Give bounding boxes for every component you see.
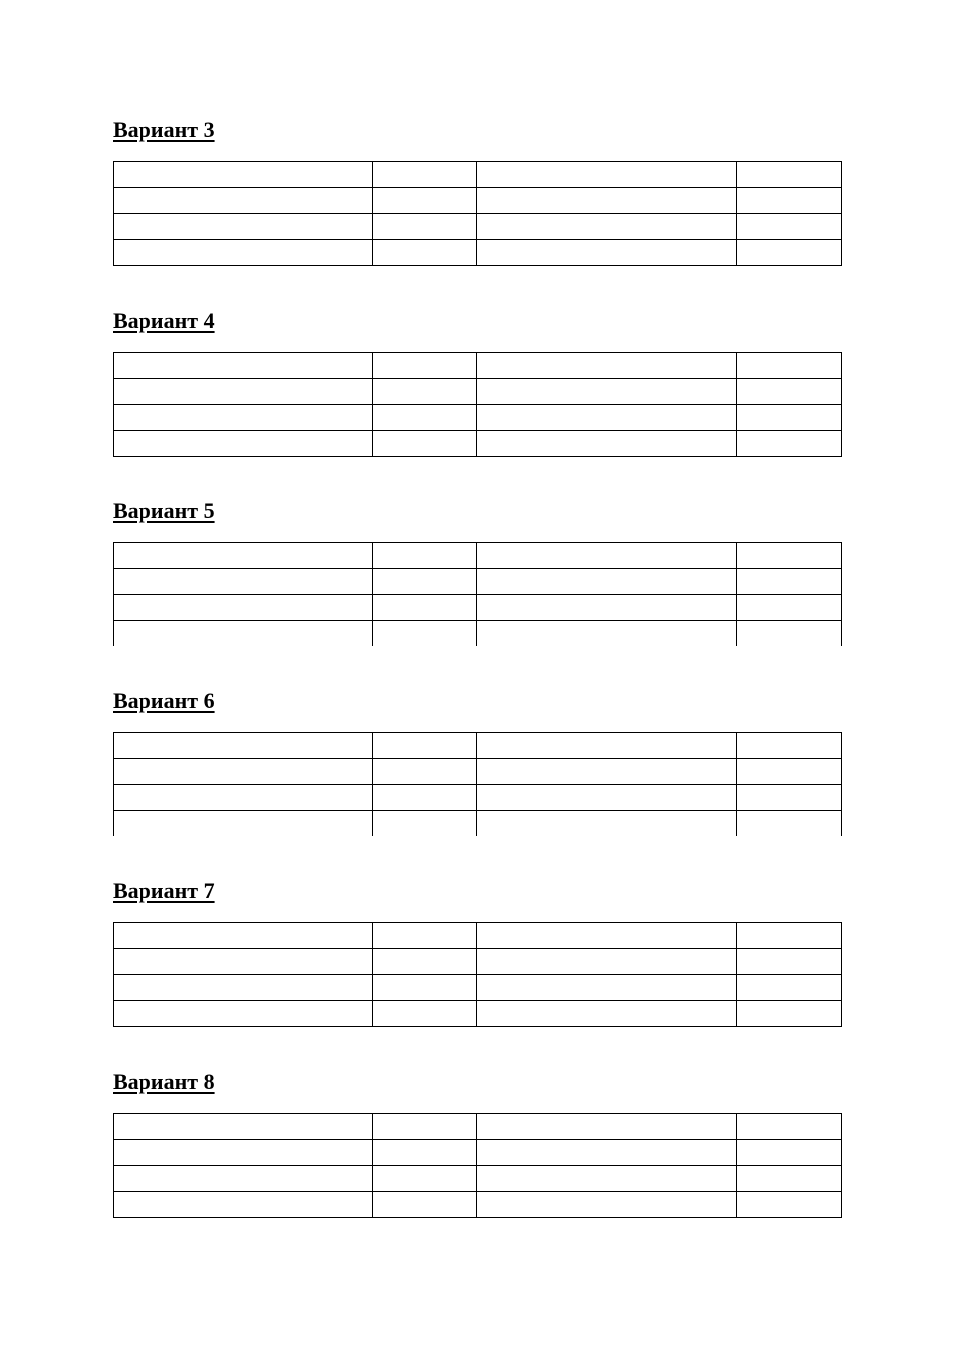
table-cell [477, 975, 737, 1001]
table-cell [737, 405, 842, 431]
table-cell [114, 733, 373, 759]
table-cell [373, 949, 477, 975]
table-cell [737, 379, 842, 405]
table-row [114, 431, 842, 457]
blank-table [113, 161, 842, 266]
table-cell [114, 595, 373, 621]
variant-heading: Вариант 8 [113, 1069, 215, 1094]
variant-heading: Вариант 6 [113, 688, 215, 713]
table-cell [477, 353, 737, 379]
table-cell [737, 785, 842, 811]
table-row [114, 923, 842, 949]
table-cell [373, 759, 477, 785]
table-cell [373, 1114, 477, 1140]
table-cell [477, 214, 737, 240]
table-cell [737, 923, 842, 949]
table-row [114, 162, 842, 188]
table-row [114, 949, 842, 975]
table-cell [737, 949, 842, 975]
table-cell [114, 353, 373, 379]
table-cell [114, 162, 373, 188]
table-cell [373, 1166, 477, 1192]
table-cell [373, 621, 477, 647]
table-row [114, 1140, 842, 1166]
table-cell [114, 240, 373, 266]
blank-table [113, 352, 842, 457]
table-row [114, 759, 842, 785]
blank-table [113, 732, 842, 836]
table-cell [114, 621, 373, 647]
table-cell [477, 923, 737, 949]
blank-table [113, 922, 842, 1027]
table-cell [477, 759, 737, 785]
table-cell [114, 431, 373, 457]
table-cell [114, 1001, 373, 1027]
table-cell [373, 379, 477, 405]
table-cell [477, 543, 737, 569]
table-cell [114, 1166, 373, 1192]
table-row [114, 811, 842, 837]
table-row [114, 379, 842, 405]
blank-table [113, 542, 842, 646]
table-cell [477, 1140, 737, 1166]
variant-heading: Вариант 7 [113, 878, 215, 903]
variant-heading: Вариант 3 [113, 117, 215, 142]
table-row [114, 353, 842, 379]
blank-table [113, 1113, 842, 1218]
table-cell [737, 1192, 842, 1218]
table-row [114, 595, 842, 621]
table-cell [373, 543, 477, 569]
table-row [114, 405, 842, 431]
table-cell [114, 923, 373, 949]
table-cell [114, 975, 373, 1001]
table-cell [114, 214, 373, 240]
table-cell [373, 214, 477, 240]
table-cell [737, 353, 842, 379]
table-cell [114, 1192, 373, 1218]
table-cell [477, 733, 737, 759]
table-cell [737, 188, 842, 214]
table-cell [114, 569, 373, 595]
table-row [114, 1001, 842, 1027]
table-cell [737, 595, 842, 621]
table-cell [477, 595, 737, 621]
table-cell [114, 785, 373, 811]
table-cell [477, 811, 737, 837]
table-cell [477, 785, 737, 811]
table-cell [477, 162, 737, 188]
table-cell [114, 543, 373, 569]
table-cell [737, 1001, 842, 1027]
table-cell [477, 188, 737, 214]
table-cell [114, 1140, 373, 1166]
variant-heading: Вариант 5 [113, 498, 215, 523]
table-cell [114, 949, 373, 975]
table-cell [114, 811, 373, 837]
table-cell [737, 733, 842, 759]
table-cell [373, 162, 477, 188]
table-cell [114, 1114, 373, 1140]
table-cell [373, 188, 477, 214]
table-row [114, 188, 842, 214]
table-row [114, 733, 842, 759]
table-cell [737, 214, 842, 240]
table-cell [373, 405, 477, 431]
table-cell [114, 188, 373, 214]
table-cell [477, 949, 737, 975]
table-row [114, 543, 842, 569]
table-row [114, 569, 842, 595]
table-cell [477, 1192, 737, 1218]
table-row [114, 621, 842, 647]
table-cell [737, 759, 842, 785]
table-cell [114, 379, 373, 405]
table-cell [373, 431, 477, 457]
table-cell [737, 1166, 842, 1192]
table-cell [477, 1166, 737, 1192]
table-cell [477, 379, 737, 405]
table-cell [373, 595, 477, 621]
table-cell [737, 1140, 842, 1166]
table-cell [373, 569, 477, 595]
table-cell [737, 431, 842, 457]
table-cell [373, 733, 477, 759]
table-cell [373, 811, 477, 837]
table-cell [477, 1001, 737, 1027]
table-cell [477, 431, 737, 457]
table-cell [477, 1114, 737, 1140]
table-cell [477, 405, 737, 431]
table-cell [373, 1140, 477, 1166]
table-cell [477, 569, 737, 595]
table-row [114, 214, 842, 240]
table-cell [114, 759, 373, 785]
table-cell [373, 785, 477, 811]
table-cell [737, 975, 842, 1001]
table-cell [737, 621, 842, 647]
table-cell [114, 405, 373, 431]
table-cell [477, 240, 737, 266]
table-row [114, 1166, 842, 1192]
table-row [114, 1192, 842, 1218]
table-cell [373, 975, 477, 1001]
table-cell [373, 240, 477, 266]
table-cell [373, 1001, 477, 1027]
table-row [114, 785, 842, 811]
table-cell [373, 353, 477, 379]
table-cell [737, 240, 842, 266]
table-cell [737, 811, 842, 837]
table-cell [737, 543, 842, 569]
table-cell [737, 162, 842, 188]
table-cell [737, 569, 842, 595]
variant-heading: Вариант 4 [113, 308, 215, 333]
table-row [114, 975, 842, 1001]
table-row [114, 1114, 842, 1140]
table-cell [373, 923, 477, 949]
table-cell [373, 1192, 477, 1218]
table-cell [737, 1114, 842, 1140]
table-cell [477, 621, 737, 647]
table-row [114, 240, 842, 266]
